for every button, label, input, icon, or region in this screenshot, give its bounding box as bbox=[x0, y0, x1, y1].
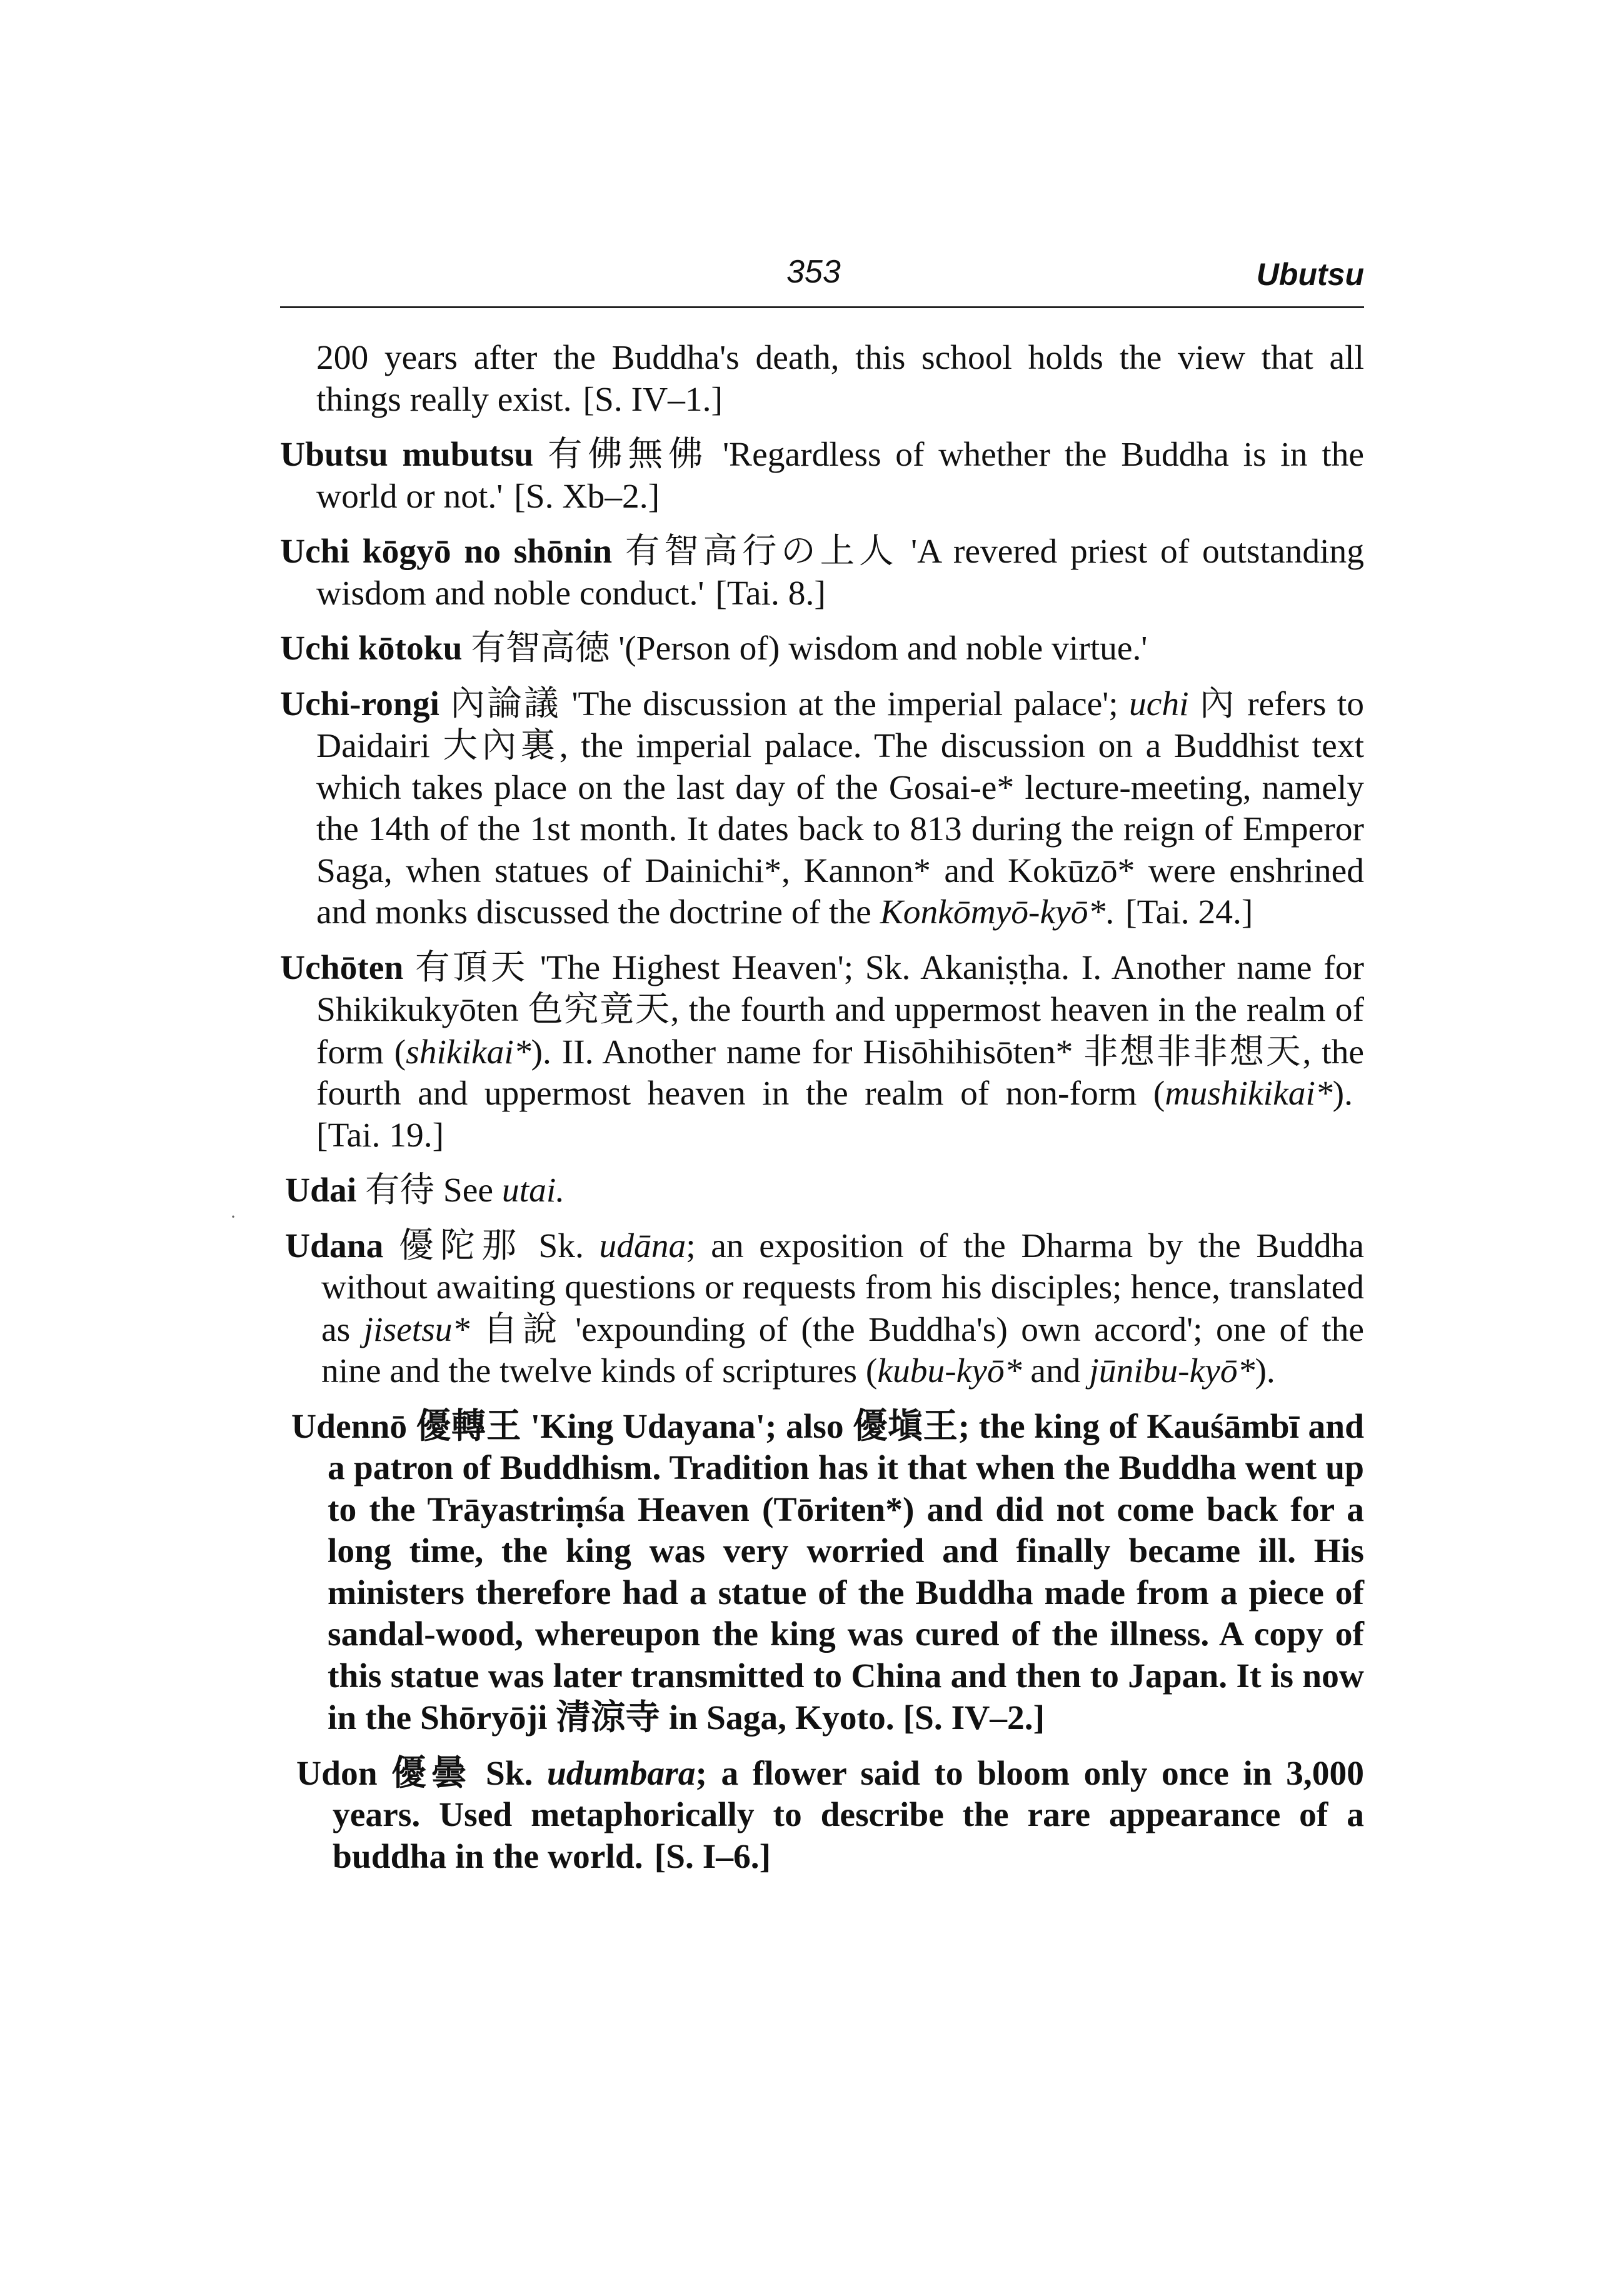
entry-continuation: 200 years after the Buddha's death, this school holds the view that all things really exist. [S. IV–1.] bbox=[316, 339, 1364, 419]
source-reference: [Tai. 8.] bbox=[715, 574, 826, 613]
entry-list bbox=[280, 338, 1364, 1891]
entry-headword: Udennō bbox=[291, 1407, 408, 1446]
source-reference: [S. IV–2.] bbox=[903, 1699, 1045, 1737]
entry-kanji: 優曇 bbox=[391, 1752, 472, 1793]
source-reference: [Tai. 19.] bbox=[316, 1116, 444, 1155]
page-number: 353 bbox=[786, 254, 841, 290]
source-reference: [S. I–6.] bbox=[654, 1837, 771, 1876]
entry-udenno: Udennō 優轉王 'King Udayana'; also 優塡王; the king of Kauśāmbī and a patron of Buddhism. Tradition has it that when the Buddha went up to the Trāyastriṃśa Heaven (Tōriten*) and did not come back for a long time, the king was very worried and finally became ill. His ministers therefore had a statue of the Buddha made from a piece of sandal-wood, whereupon the king was cured of the illness. A copy of this statue was later transmitted to China and then to Japan. It is now in the Shōryōji 清涼寺 in Saga, Kyoto. [S. IV–2.] bbox=[291, 1405, 1365, 1738]
entry-headword: Uchi kōtoku bbox=[280, 629, 463, 668]
entry-uchi-rongi: Uchi-rongi 內論議 'The discussion at the imperial palace'; uchi 內 refers to Daidairi 大內裏, the imperial palace. The discussion on a Buddhist text which takes place on the last day of the Gosai-e* lecture-meeting, namely the 14th of the 1st month. It dates back to 813 during the reign of Emperor Saga, when statues of Dainichi*, Kannon* and Kokūzō* were enshrined and monks discussed the doctrine of the Konkōmyō-kyō*. [Tai. 24.] bbox=[280, 683, 1365, 931]
entry-uchoten: Uchōten 有頂天 'The Highest Heaven'; Sk. Akaniṣṭha. I. Another name for Shikikukyōten 色究竟天, the fourth and uppermost heaven in the realm of form (shikikai*). II. Another name for Hisōhihisōten* 非想非非想天, the fourth and uppermost heaven in the realm of non-form (mushikikai*).[Tai. 19.] bbox=[280, 946, 1364, 1155]
term-uchi: uchi bbox=[1128, 684, 1189, 723]
entry-udai: Udai 有待 See utai. bbox=[285, 1170, 565, 1210]
entry-headword: Udon bbox=[296, 1754, 378, 1793]
entry-kanji: 有佛無佛 bbox=[547, 434, 709, 474]
entry-kanji: 有頂天 bbox=[415, 946, 529, 988]
entry-kanji: 優轉王 bbox=[416, 1405, 522, 1446]
header-rule bbox=[280, 306, 1364, 308]
scan-speck: · bbox=[230, 1206, 236, 1227]
source-reference: [S. IV–1.] bbox=[583, 380, 723, 419]
source-reference: [S. Xb–2.] bbox=[514, 477, 660, 516]
entry-kanji: 有智高徳 bbox=[471, 628, 610, 668]
entry-kanji: 有智高行の上人 bbox=[625, 531, 898, 571]
entry-kanji: 有待 bbox=[365, 1170, 435, 1210]
cross-reference: utai. bbox=[501, 1171, 565, 1210]
entry-headword: Udai bbox=[285, 1171, 357, 1210]
entry-kanji: 內論議 bbox=[450, 683, 561, 724]
entry-uchi-kogyo-no-shonin: Uchi kōgyō no shōnin 有智高行の上人 'A revered priest of outstanding wisdom and noble conduct.' [Tai. 8.] bbox=[280, 531, 1365, 613]
entry-headword: Uchi-rongi bbox=[280, 684, 439, 723]
running-head-word: Ubutsu bbox=[1256, 257, 1364, 292]
entry-headword: Uchi kōgyō no shōnin bbox=[280, 533, 613, 571]
running-head bbox=[280, 253, 1364, 297]
entry-udana: Udana 優陀那 Sk. udāna; an exposition of the Dharma by the Buddha without awaiting questions or requests from his disciples; hence, translated as jisetsu* 自說 'expounding of (the Buddha's) own accord'; one of the nine and the twelve kinds of scriptures (kubu-kyō* and jūnibu-kyō*). bbox=[285, 1225, 1365, 1390]
entry-headword: Uchōten bbox=[280, 948, 404, 987]
entry-kanji: 優陀那 bbox=[398, 1225, 523, 1266]
entry-headword: Udana bbox=[285, 1226, 384, 1265]
entry-headword: Ubutsu mubutsu bbox=[280, 436, 534, 474]
entry-uchi-kotoku: Uchi kōtoku 有智高徳 '(Person of) wisdom and noble virtue.' bbox=[280, 628, 1148, 668]
source-reference: [Tai. 24.] bbox=[1125, 893, 1253, 931]
entry-udon: Udon 優曇 Sk. udumbara; a flower said to bloom only once in 3,000 years. Used metaphorically to describe the rare appearance of a buddha in the world. [S. I–6.] bbox=[296, 1752, 1365, 1876]
entry-ubutsu-mubutsu: Ubutsu mubutsu 有佛無佛 'Regardless of whether the Buddha is in the world or not.' [S. Xb–2.] bbox=[280, 434, 1364, 516]
term-sutra: Konkōmyō-kyō* bbox=[880, 893, 1106, 931]
